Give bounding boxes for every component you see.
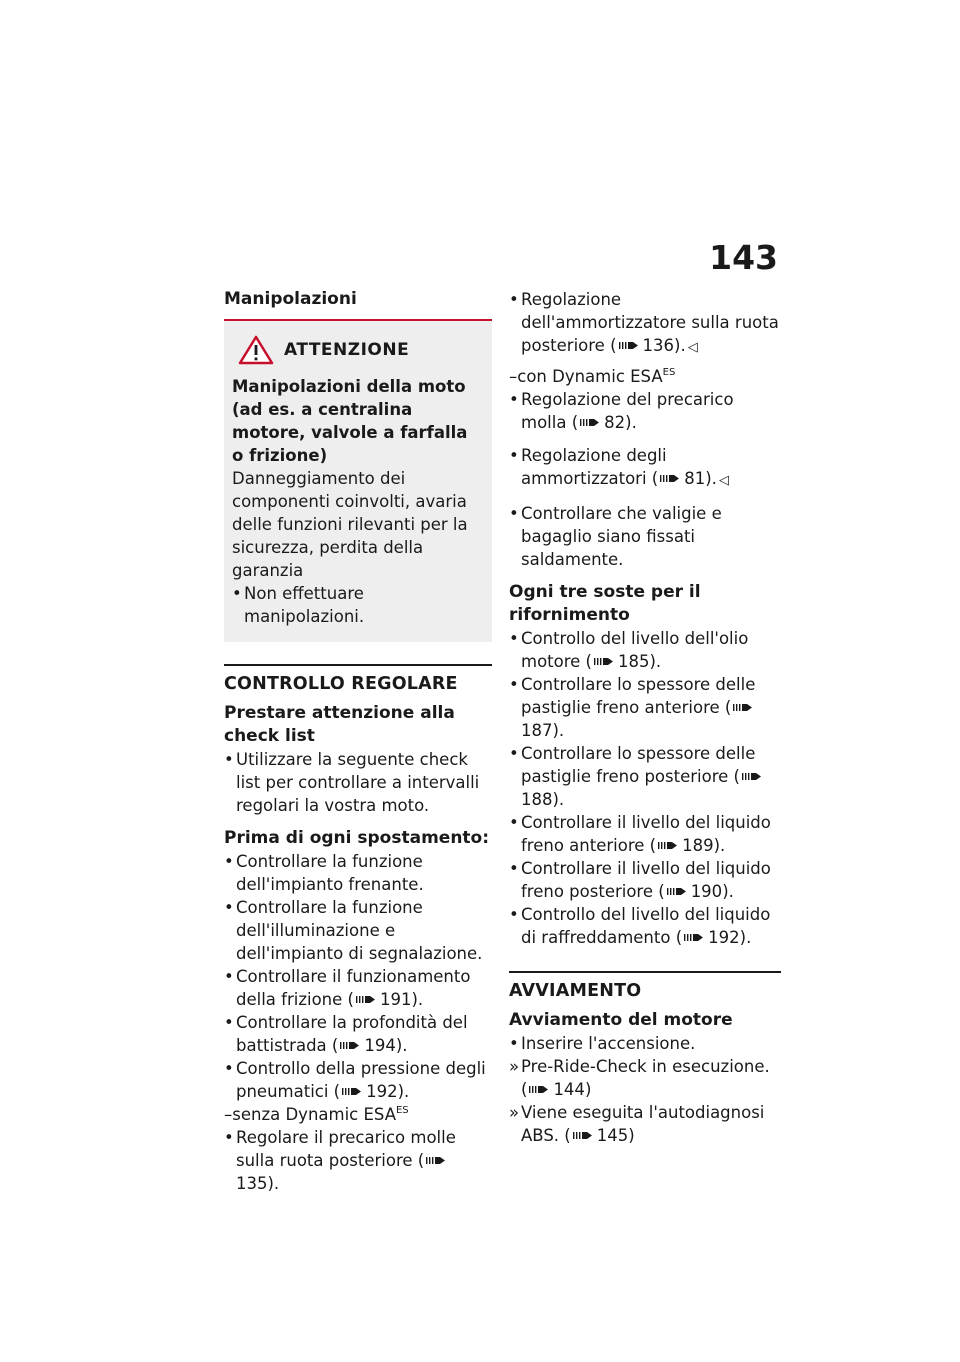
page-reference-icon <box>619 340 639 351</box>
page-reference-icon <box>573 1130 593 1141</box>
list-item: • Regolazione dell'ammortizzatore sulla ruota posteriore ( 136). ◁ <box>509 288 781 359</box>
page-number: 143 <box>709 238 778 277</box>
list-item: • Controllo della pressione degli pneumatici ( 192). <box>224 1057 492 1103</box>
result-item: » Viene eseguita l'autodiagnosi ABS. ( 145) <box>509 1101 781 1147</box>
list-item: • Controllare il livello del liquido freno posteriore ( 190). <box>509 857 781 903</box>
end-mark: ◁ <box>718 473 729 488</box>
list-item: • Regolazione del precarico molla ( 82). <box>509 388 781 434</box>
page-reference-icon <box>529 1084 549 1095</box>
warning-list <box>232 582 484 628</box>
page-reference[interactable]: 144 <box>553 1080 585 1099</box>
page-reference[interactable]: 194 <box>364 1036 396 1055</box>
list-item: • Controllo del livello del liquido di raffreddamento ( 192). <box>509 903 781 949</box>
list-item: • Inserire l'accensione. <box>509 1032 781 1055</box>
section-title-avviamento: AVVIAMENTO <box>509 971 781 1003</box>
subheading-check-list: Prestare attenzione alla check list <box>224 703 455 746</box>
page-reference[interactable]: 185 <box>618 652 650 671</box>
check-list-intro <box>224 748 492 817</box>
spacer <box>509 492 781 502</box>
left-column <box>224 288 492 1195</box>
before-ride-list <box>224 850 492 1103</box>
condition-without-esa: –senza Dynamic $ESA^{ES}$ <box>224 1104 409 1124</box>
page-reference-icon <box>742 771 762 782</box>
page-reference[interactable]: 145 <box>596 1126 629 1145</box>
page-reference[interactable]: 188 <box>521 790 553 809</box>
warning-title: ATTENZIONE <box>284 340 410 360</box>
list-item: • Controllare la funzione dell'illuminazione e dell'impianto di segnalazione. <box>224 896 492 965</box>
list-item: • Controllare il funzionamento della frizione ( 191). <box>224 965 492 1011</box>
condition-superscript: ES <box>395 1104 409 1116</box>
warning-subtitle: Manipolazioni della moto (ad es. a centralina motore, valvole a farfalla o frizione) <box>232 377 468 465</box>
list-item: • Utilizzare la seguente check list per controllare a intervalli regolari la vostra moto. <box>224 748 492 817</box>
warning-box <box>224 321 492 642</box>
list-item: • Controllare che valigie e bagaglio siano fissati saldamente. <box>509 502 781 571</box>
page-reference[interactable]: 190 <box>690 882 723 901</box>
page-reference[interactable]: 81 <box>684 469 706 488</box>
right-column <box>509 288 781 1147</box>
subheading-engine-start: Avviamento del motore <box>509 1010 733 1030</box>
page-reference-icon <box>580 417 600 428</box>
esa-list-2 <box>509 444 781 492</box>
list-item: • Controllare lo spessore delle pastiglie freno posteriore (188). <box>509 742 781 811</box>
condition-superscript: ES <box>662 366 676 378</box>
esa-list <box>509 388 781 434</box>
page-reference-icon <box>667 886 687 897</box>
spacer <box>509 434 781 444</box>
page-reference[interactable]: 187 <box>521 721 553 740</box>
list-item: • Controllare la funzione dell'impianto frenante. <box>224 850 492 896</box>
warning-triangle-icon <box>238 335 274 365</box>
page-reference[interactable]: 82 <box>604 413 626 432</box>
page-reference-icon <box>426 1155 446 1166</box>
page-reference-icon <box>733 702 753 713</box>
end-mark: ◁ <box>687 340 698 355</box>
list-item: • Controllare lo spessore delle pastiglie freno anteriore (187). <box>509 673 781 742</box>
page-reference[interactable]: 192 <box>366 1082 398 1101</box>
page-reference[interactable]: 189 <box>682 836 714 855</box>
page-reference-icon <box>684 932 704 943</box>
list-item: • Controllare la profondità del battistrada ( 194). <box>224 1011 492 1057</box>
subheading-before-ride: Prima di ogni spostamento: <box>224 828 490 848</box>
luggage-list <box>509 502 781 571</box>
page-reference[interactable]: 136 <box>642 336 675 355</box>
section-title-controllo: CONTROLLO REGOLARE <box>224 664 492 696</box>
list-item: • Controllare il livello del liquido freno anteriore ( 189). <box>509 811 781 857</box>
spacer <box>509 571 781 581</box>
page-reference-icon <box>658 840 678 851</box>
page-reference[interactable]: 135 <box>236 1174 268 1193</box>
condition-list <box>224 1126 492 1195</box>
list-item: • Controllo del livello dell'olio motore ( 185). <box>509 627 781 673</box>
page-reference[interactable]: 192 <box>708 928 740 947</box>
subheading-refuel: Ogni tre soste per il rifornimento <box>509 582 701 625</box>
page-reference-icon <box>594 656 614 667</box>
page-reference-icon <box>342 1086 362 1097</box>
refuel-list <box>509 627 781 949</box>
right-top-list <box>509 288 781 359</box>
spacer <box>224 817 492 827</box>
warning-bullet: • Non effettuare manipolazioni. <box>232 582 484 628</box>
page-reference-icon <box>340 1040 360 1051</box>
warning-text: Danneggiamento dei componenti coinvolti, avaria delle funzioni rilevanti per la sicurezza, perdita della garanzia <box>232 469 468 580</box>
warning-header <box>238 335 484 365</box>
list-item: • Regolazione degli ammortizzatori ( 81). ◁ <box>509 444 781 492</box>
engine-start-list <box>509 1032 781 1147</box>
list-item: • Regolare il precarico molle sulla ruota posteriore (135). <box>224 1126 492 1195</box>
page-reference[interactable]: 191 <box>379 990 412 1009</box>
spacer <box>224 642 492 664</box>
page-reference-icon <box>660 473 680 484</box>
result-item: » Pre-Ride-Check in esecuzione. ( 144) <box>509 1055 781 1101</box>
heading-manipolazioni: Manipolazioni <box>224 289 357 309</box>
page-reference-icon <box>356 994 376 1005</box>
spacer <box>509 949 781 971</box>
condition-with-esa: –con Dynamic $ESA^{ES}$ <box>509 366 676 386</box>
